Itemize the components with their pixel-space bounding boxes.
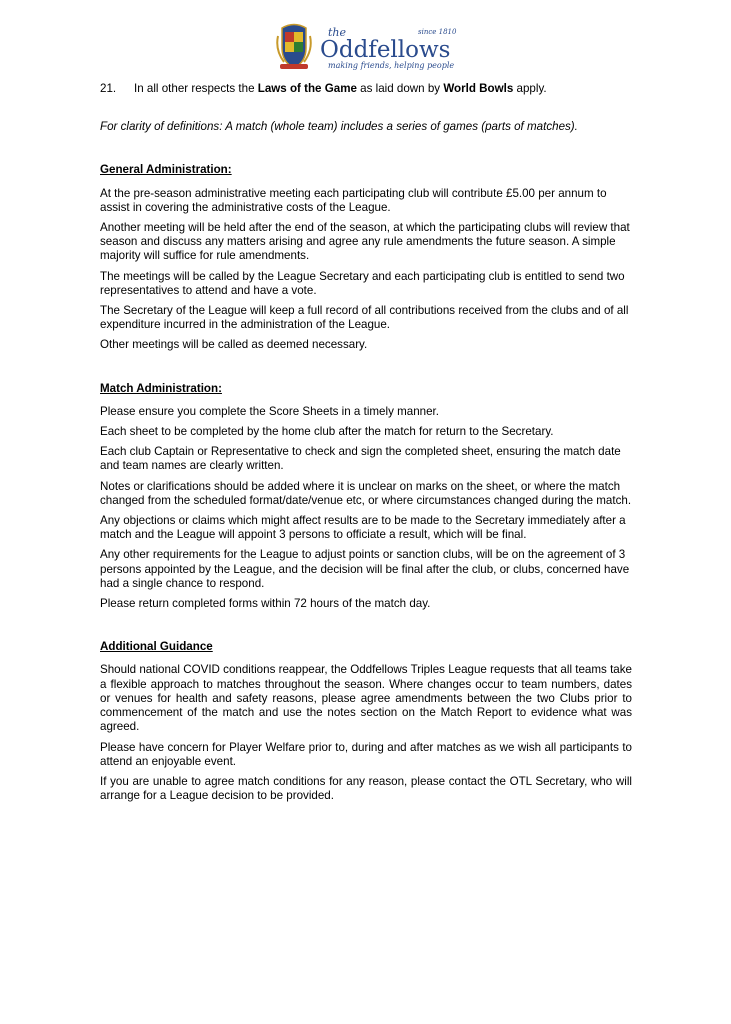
laws-of-the-game: Laws of the Game xyxy=(257,82,357,95)
crest-icon xyxy=(276,22,458,72)
document-body xyxy=(100,82,632,809)
match-paragraph: Any objections or claims which might affect results are to be made to the Secretary immediately after a match and the League will appoint 3 persons to officiate a result, which will be final. xyxy=(100,514,626,542)
general-paragraph: At the pre-season administrative meeting each participating club will contribute £5.00 per annum to assist in covering the administrative costs of the League. xyxy=(100,186,607,214)
svg-text:the: the xyxy=(328,26,347,39)
match-paragraph: Please return completed forms within 72 hours of the match day. xyxy=(100,597,431,611)
svg-text:Oddfellows: Oddfellows xyxy=(320,37,451,63)
rule-text-post: apply. xyxy=(513,82,547,95)
additional-guidance-heading: Additional Guidance xyxy=(100,640,213,654)
general-paragraph: Other meetings will be called as deemed necessary. xyxy=(100,338,368,352)
svg-text:making friends, helping people: making friends, helping people xyxy=(328,61,455,70)
guidance-paragraph: Please have concern for Player Welfare prior to, during and after matches as we wish all participants to attend an enjoyable event. xyxy=(100,740,632,768)
match-paragraph: Any other requirements for the League to adjust points or sanction clubs, will be on the agreement of 3 persons appointed by the League, and the decision will be final after the club, or clubs, concerned have had a single chance to respond. xyxy=(100,548,630,590)
general-paragraph: The meetings will be called by the League Secretary and each participating club is entitled to send two representatives to attend and have a vote. xyxy=(100,269,625,297)
rule-text-mid: as laid down by xyxy=(356,82,444,95)
match-administration-heading: Match Administration: xyxy=(100,381,222,395)
general-paragraph: The Secretary of the League will keep a full record of all contributions received from the clubs and of all expenditure incurred in the administration of the League. xyxy=(100,304,629,332)
rule-text-pre: In all other respects the xyxy=(134,82,258,95)
world-bowls: World Bowls xyxy=(443,82,514,95)
match-paragraph: Each club Captain or Representative to check and sign the completed sheet, ensuring the match date and team names are clearly written. xyxy=(100,445,621,473)
svg-text:since 1810: since 1810 xyxy=(418,28,457,36)
clarity-note: For clarity of definitions: A match (whole team) includes a series of games (parts of matches). xyxy=(100,120,578,134)
general-administration-heading: General Administration: xyxy=(100,163,232,177)
match-paragraph: Notes or clarifications should be added where it is unclear on marks on the sheet, or where the match changed from the scheduled format/date/venue etc, or where circumstances changed during the match. xyxy=(100,479,632,507)
match-paragraph: Please ensure you complete the Score Sheets in a timely manner. xyxy=(100,404,439,418)
rule-21 xyxy=(100,82,632,96)
oddfellows-logo xyxy=(276,22,458,72)
guidance-paragraph: Should national COVID conditions reappear, the Oddfellows Triples League requests that all teams take a flexible approach to matches throughout the season. Where changes occur to team numbers, dates or venues for health and safety reasons, please agree amendments between the two Clubs prior to commencement of the match and use the notes section on the Match Report to evidence what was agreed. xyxy=(100,663,632,734)
rule-number: 21. xyxy=(100,82,117,95)
match-paragraph: Each sheet to be completed by the home club after the match for return to the Secretary. xyxy=(100,425,554,439)
guidance-paragraph: If you are unable to agree match conditions for any reason, please contact the OTL Secretary, who will arrange for a League decision to be provided. xyxy=(100,774,632,803)
general-paragraph: Another meeting will be held after the end of the season, at which the participating clubs will review that season and discuss any matters arising and agree any rule amendments the future season. A simple majority will suffice for rule amendments. xyxy=(100,221,630,263)
